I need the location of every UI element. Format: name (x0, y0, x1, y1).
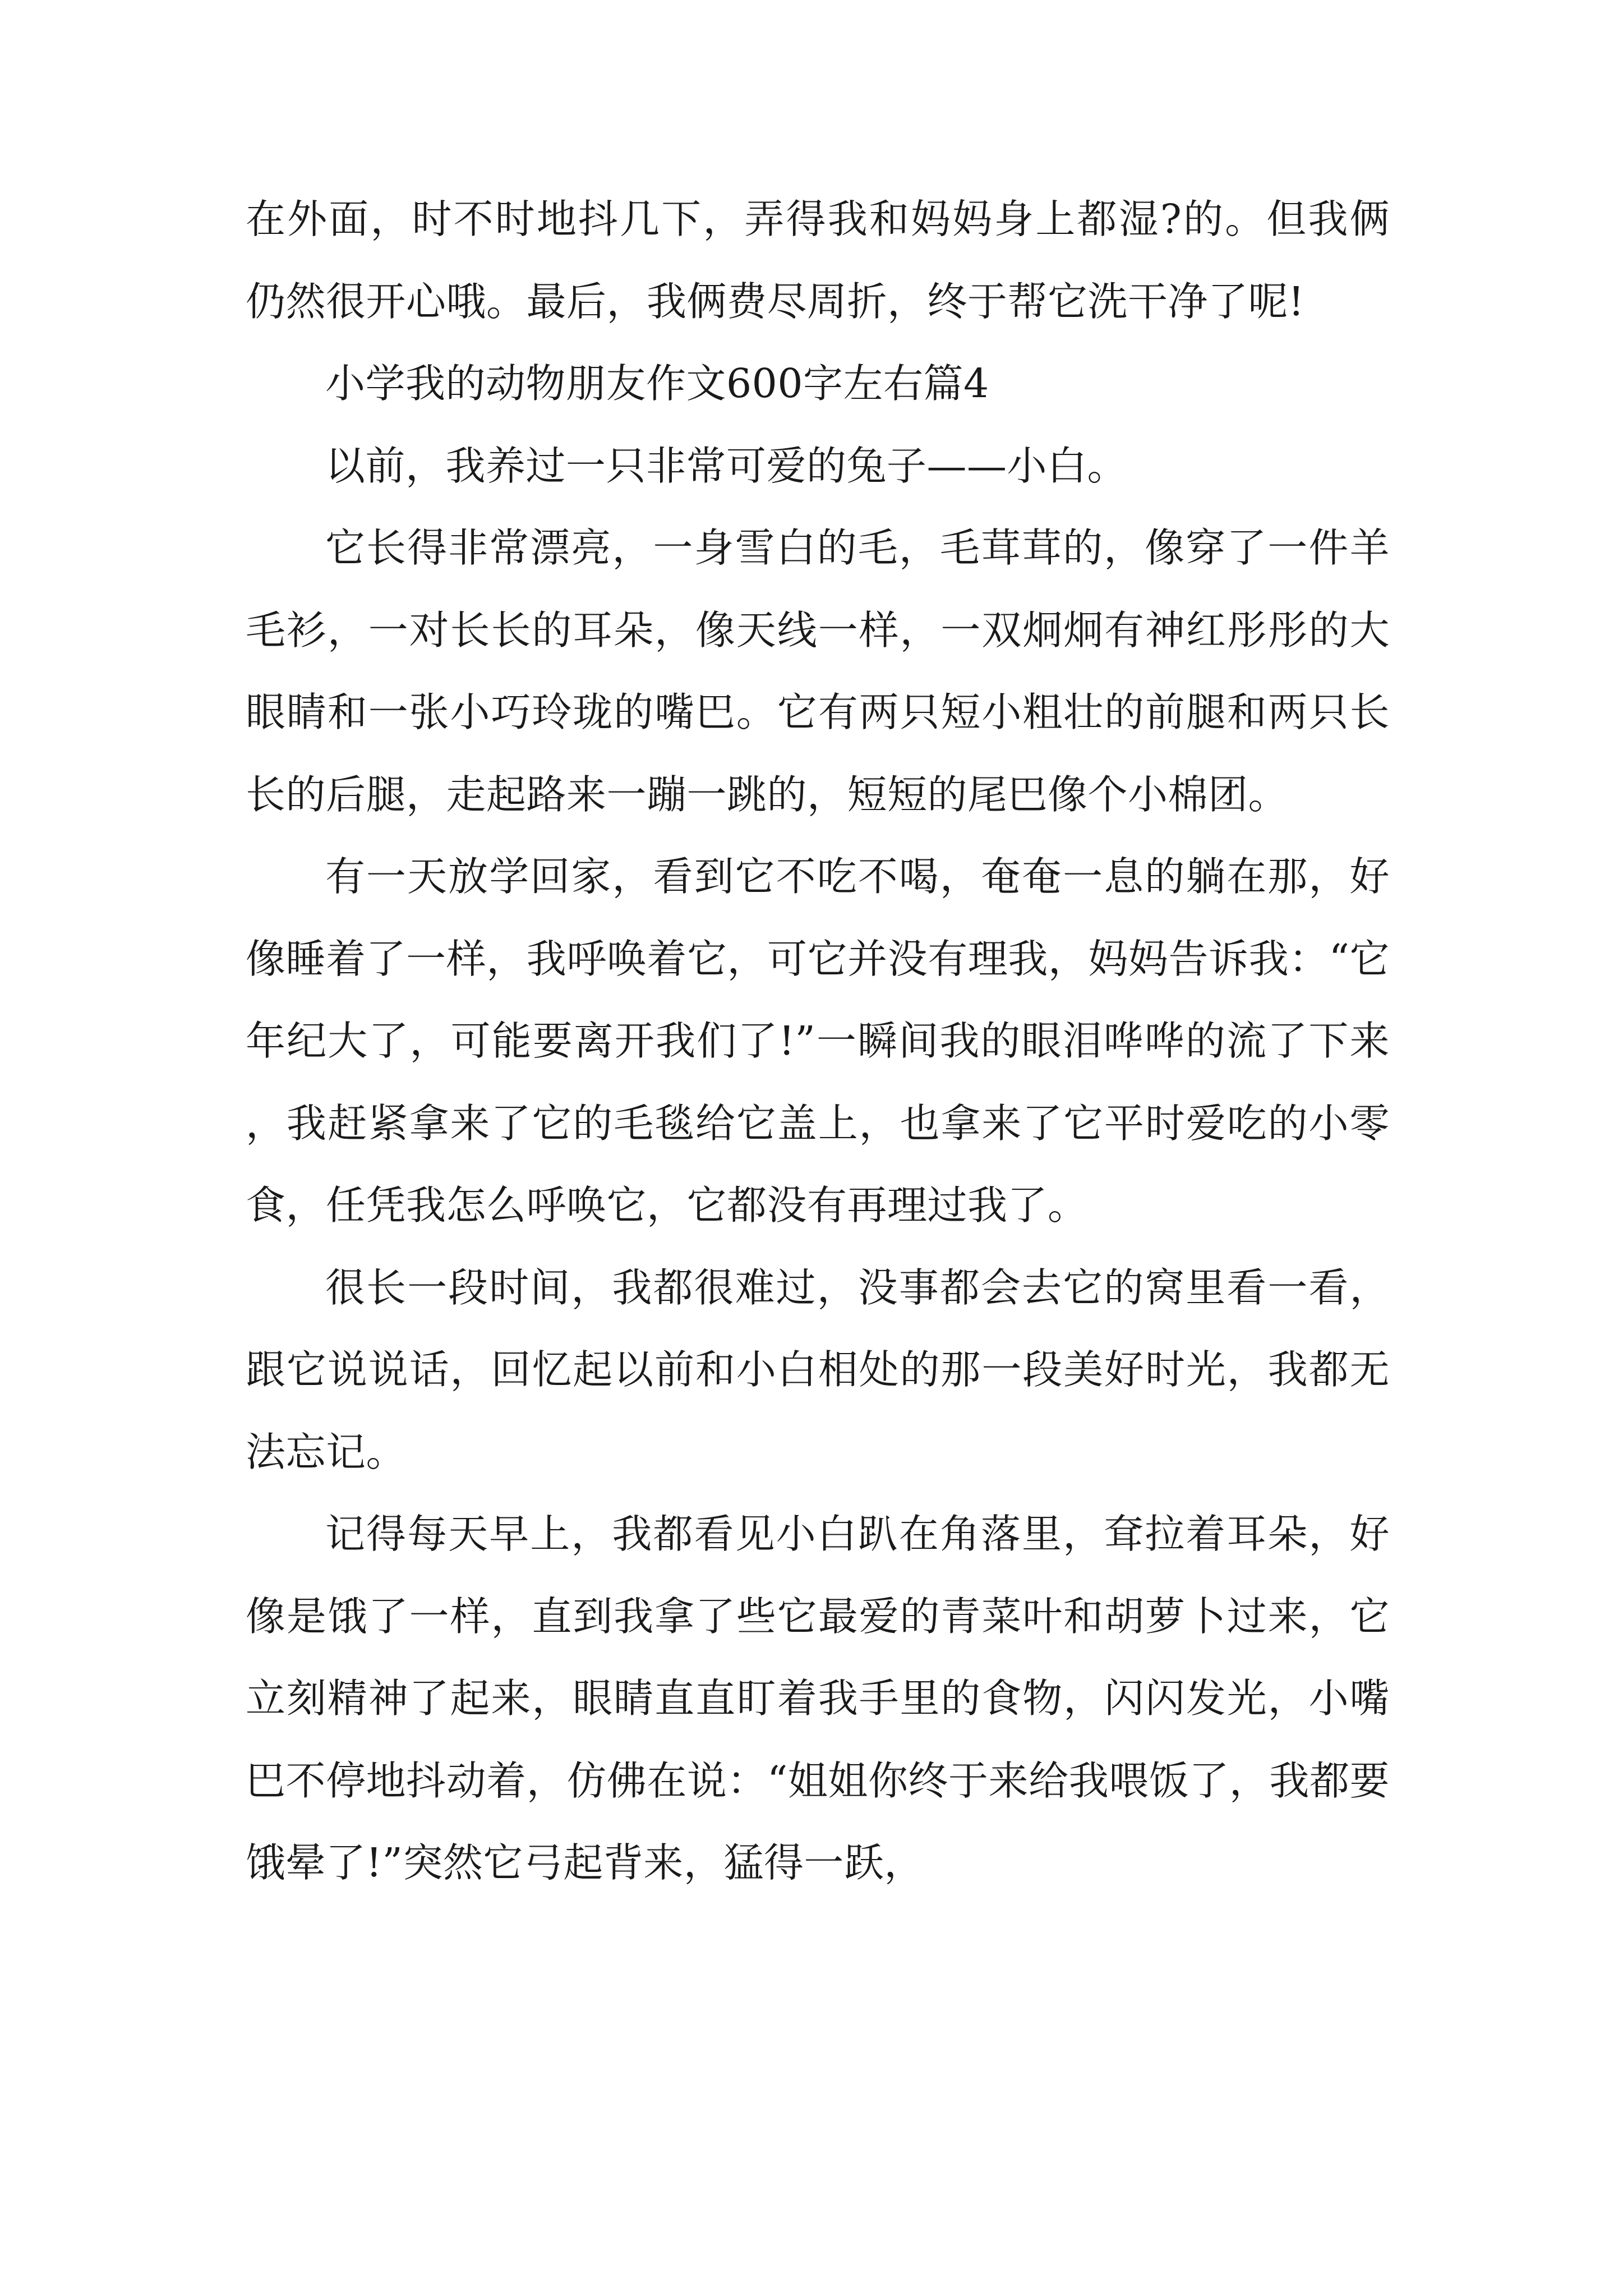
document-body (246, 178, 1390, 1904)
section-heading: 小学我的动物朋友作文600字左右篇4 (325, 360, 989, 407)
paragraph-morning: 记得每天早上，我都看见小白趴在角落里，耷拉着耳朵，好像是饿了一样，直到我拿了些它最爱的青菜叶和胡萝卜过来，它立刻精神了起来，眼睛直直盯着我手里的食物，闪闪发光，小嘴巴不停地抖动着，仿佛在说：“姐姐你终于来给我喂饭了，我都要饿晕了!”突然它弓起背来，猛得一跃， (246, 1511, 1390, 1886)
paragraph-illness: 有一天放学回家，看到它不吃不喝，奄奄一息的躺在那，好像睡着了一样，我呼唤着它，可它并没有理我，妈妈告诉我：“它年纪大了，可能要离开我们了!”一瞬间我的眼泪哗哗的流了下来，我赶紧拿来了它的毛毯给它盖上，也拿来了它平时爱吃的小零食，任凭我怎么呼唤它，它都没有再理过我了。 (246, 853, 1390, 1228)
paragraph-intro: 以前，我养过一只非常可爱的兔子——小白。 (325, 442, 1128, 489)
paragraph-appearance: 它长得非常漂亮，一身雪白的毛，毛茸茸的，像穿了一件羊毛衫，一对长长的耳朵，像天线一样，一双炯炯有神红彤彤的大眼睛和一张小巧玲珑的嘴巴。它有两只短小粗壮的前腿和两只长长的后腿，走起路来一蹦一跳的，短短的尾巴像个小棉团。 (246, 524, 1390, 818)
continuation-paragraph: 在外面，时不时地抖几下，弄得我和妈妈身上都湿?的。但我俩仍然很开心哦。最后，我俩费尽周折，终于帮它洗干净了呢! (246, 196, 1390, 325)
paragraph-memory: 很长一段时间，我都很难过，没事都会去它的窝里看一看，跟它说说话，回忆起以前和小白相处的那一段美好时光，我都无法忘记。 (246, 1264, 1390, 1475)
